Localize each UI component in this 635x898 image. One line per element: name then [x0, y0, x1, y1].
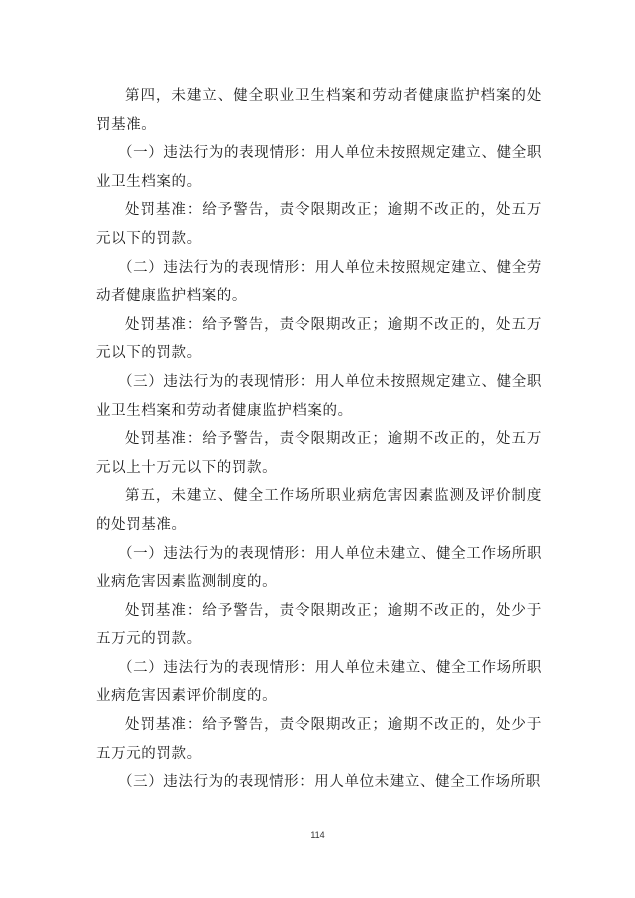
page-number: 114: [310, 830, 325, 840]
penalty-standard-5-2: 处罚基准：给予警告，责令限期改正；逾期不改正的，处少于五万元的罚款。: [96, 717, 542, 762]
section-heading-fifth: 第五，未建立、健全工作场所职业病危害因素监测及评价制度的处罚基准。: [96, 488, 542, 533]
section-heading-fourth: 第四，未建立、健全职业卫生档案和劳动者健康监护档案的处罚基准。: [96, 88, 542, 133]
penalty-standard-4-2: 处罚基准：给予警告，责令限期改正；逾期不改正的，处五万元以下的罚款。: [96, 316, 542, 362]
document-body: [96, 82, 542, 797]
penalty-standard-5-1: 处罚基准：给予警告，责令限期改正；逾期不改正的，处少于五万元的罚款。: [96, 602, 542, 648]
penalty-standard-4-1: 处罚基准：给予警告，责令限期改正；逾期不改正的，处五万元以下的罚款。: [96, 202, 542, 247]
clause-4-1: （一）违法行为的表现情形：用人单位未按照规定建立、健全职业卫生档案的。: [96, 145, 542, 190]
clause-4-2: （二）违法行为的表现情形：用人单位未按照规定建立、健全劳动者健康监护档案的。: [96, 259, 542, 305]
clause-5-3: （三）违法行为的表现情形：用人单位未建立、健全工作场所职: [118, 774, 541, 791]
clause-4-3: （三）违法行为的表现情形：用人单位未按照规定建立、健全职业卫生档案和劳动者健康监护档案的。: [96, 373, 542, 419]
clause-5-2: （二）违法行为的表现情形：用人单位未建立、健全工作场所职业病危害因素评价制度的。: [96, 659, 542, 705]
clause-5-1: （一）违法行为的表现情形：用人单位未建立、健全工作场所职业病危害因素监测制度的。: [96, 545, 542, 591]
penalty-standard-4-3: 处罚基准：给予警告，责令限期改正；逾期不改正的，处五万元以上十万元以下的罚款。: [96, 431, 542, 476]
